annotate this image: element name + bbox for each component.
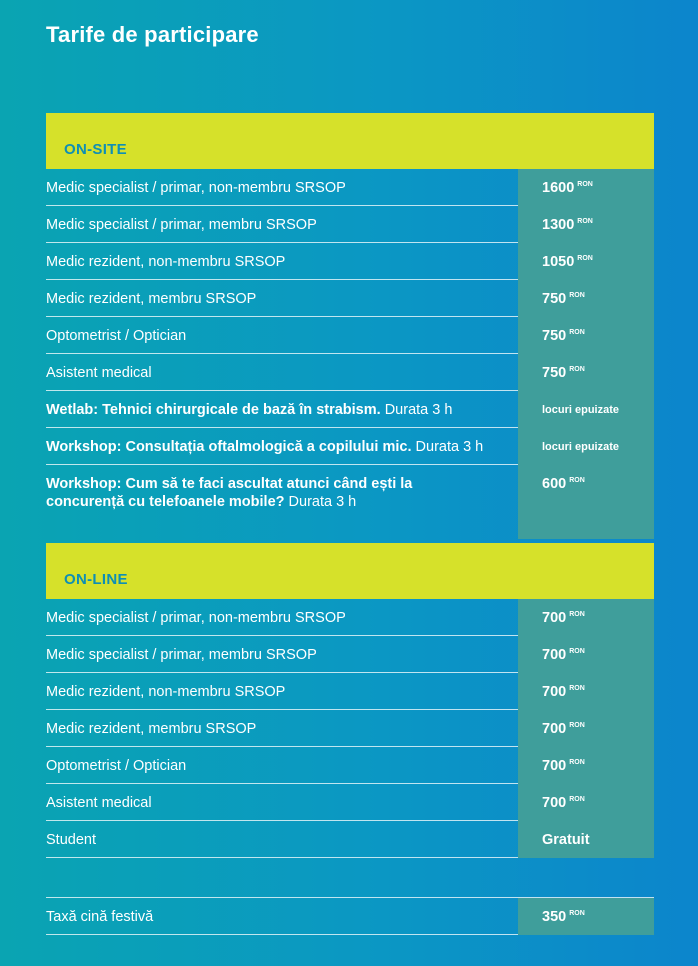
table-row	[46, 280, 654, 317]
price-amount: 700 $^{RON}$	[542, 684, 585, 700]
row-label: Student	[46, 832, 96, 848]
extra-price-table	[46, 898, 654, 935]
table-row	[46, 465, 654, 539]
row-label	[46, 401, 506, 419]
online-price-table	[46, 599, 654, 858]
row-label-bold: Workshop: Cum să te faci ascultat atunci când ești la concurență cu telefoanele mobile?	[46, 476, 413, 510]
section-title-online: ON-LINE	[64, 571, 128, 588]
section-title-onsite: ON-SITE	[64, 141, 127, 158]
price-amount: 700 $^{RON}$	[542, 758, 585, 774]
price-cell	[518, 354, 654, 391]
row-label: Taxă cină festivă	[46, 909, 154, 925]
table-row	[46, 169, 654, 206]
row-label: Medic rezident, non-membru SRSOP	[46, 684, 286, 700]
row-label-duration: Durata 3 h	[380, 402, 453, 418]
currency-label: RON	[569, 685, 585, 692]
currency-label: RON	[569, 292, 585, 299]
currency-label: RON	[569, 477, 585, 484]
currency-label: RON	[569, 722, 585, 729]
row-label: Asistent medical	[46, 365, 152, 381]
page-title: Tarife de participare	[46, 22, 259, 47]
price-amount: 750 $^{RON}$	[542, 365, 585, 381]
price-cell	[518, 317, 654, 354]
currency-label: RON	[569, 366, 585, 373]
price-amount: 600 $^{RON}$	[542, 476, 585, 492]
currency-label: RON	[569, 910, 585, 917]
price-cell	[518, 673, 654, 710]
table-row	[46, 636, 654, 673]
row-label-duration: Durata 3 h	[411, 439, 484, 455]
sold-out-status: locuri epuizate	[542, 404, 620, 416]
price-cell	[518, 206, 654, 243]
price-cell	[518, 391, 654, 428]
table-row	[46, 599, 654, 636]
currency-label: RON	[569, 796, 585, 803]
price-free: Gratuit	[542, 832, 590, 848]
row-label-bold: Wetlab: Tehnici chirurgicale de bază în strabism.	[46, 402, 381, 418]
row-label-duration: Durata 3 h	[284, 494, 357, 510]
price-amount: 350 $^{RON}$	[542, 909, 585, 925]
price-cell	[518, 243, 654, 280]
currency-label: RON	[577, 181, 593, 188]
row-label: Medic specialist / primar, non-membru SRSOP	[46, 180, 346, 196]
price-cell	[518, 821, 654, 858]
currency-label: RON	[569, 329, 585, 336]
table-row	[46, 391, 654, 428]
price-amount: 750 $^{RON}$	[542, 328, 585, 344]
price-amount: 700 $^{RON}$	[542, 610, 585, 626]
row-label	[46, 475, 446, 511]
table-row	[46, 317, 654, 354]
row-label: Medic specialist / primar, membru SRSOP	[46, 217, 317, 233]
currency-label: RON	[577, 218, 593, 225]
row-label	[46, 438, 506, 456]
onsite-price-table	[46, 169, 654, 539]
table-row	[46, 428, 654, 465]
price-amount: 700 $^{RON}$	[542, 647, 585, 663]
row-label: Optometrist / Optician	[46, 758, 187, 774]
currency-label: RON	[577, 255, 593, 262]
section-header-onsite	[46, 113, 654, 169]
row-label: Asistent medical	[46, 795, 152, 811]
currency-label: RON	[569, 611, 585, 618]
table-row	[46, 243, 654, 280]
row-label: Medic specialist / primar, membru SRSOP	[46, 647, 317, 663]
row-label: Medic specialist / primar, non-membru SRSOP	[46, 610, 346, 626]
price-cell	[518, 898, 654, 935]
row-label: Medic rezident, membru SRSOP	[46, 291, 257, 307]
price-cell	[518, 599, 654, 636]
price-cell	[518, 428, 654, 465]
table-row	[46, 354, 654, 391]
price-cell	[518, 747, 654, 784]
section-header-online	[46, 543, 654, 599]
table-row	[46, 784, 654, 821]
price-amount: 750 $^{RON}$	[542, 291, 585, 307]
table-row	[46, 747, 654, 784]
table-row	[46, 673, 654, 710]
currency-label: RON	[569, 759, 585, 766]
price-cell	[518, 169, 654, 206]
sold-out-status: locuri epuizate	[542, 441, 620, 453]
table-row	[46, 206, 654, 243]
row-label: Medic rezident, non-membru SRSOP	[46, 254, 286, 270]
row-label: Medic rezident, membru SRSOP	[46, 721, 257, 737]
row-label: Optometrist / Optician	[46, 328, 187, 344]
table-row	[46, 710, 654, 747]
price-cell	[518, 710, 654, 747]
price-cell	[518, 636, 654, 673]
currency-label: RON	[569, 648, 585, 655]
table-row	[46, 898, 654, 935]
price-cell	[518, 465, 654, 539]
price-amount: 700 $^{RON}$	[542, 721, 585, 737]
row-label-bold: Workshop: Consultația oftalmologică a copilului mic.	[46, 439, 412, 455]
table-row	[46, 821, 654, 858]
price-amount: 700 $^{RON}$	[542, 795, 585, 811]
price-amount: 1300 $^{RON}$	[542, 217, 593, 233]
price-cell	[518, 784, 654, 821]
price-cell	[518, 280, 654, 317]
price-amount: 1050 $^{RON}$	[542, 254, 593, 270]
price-amount: 1600 $^{RON}$	[542, 180, 593, 196]
